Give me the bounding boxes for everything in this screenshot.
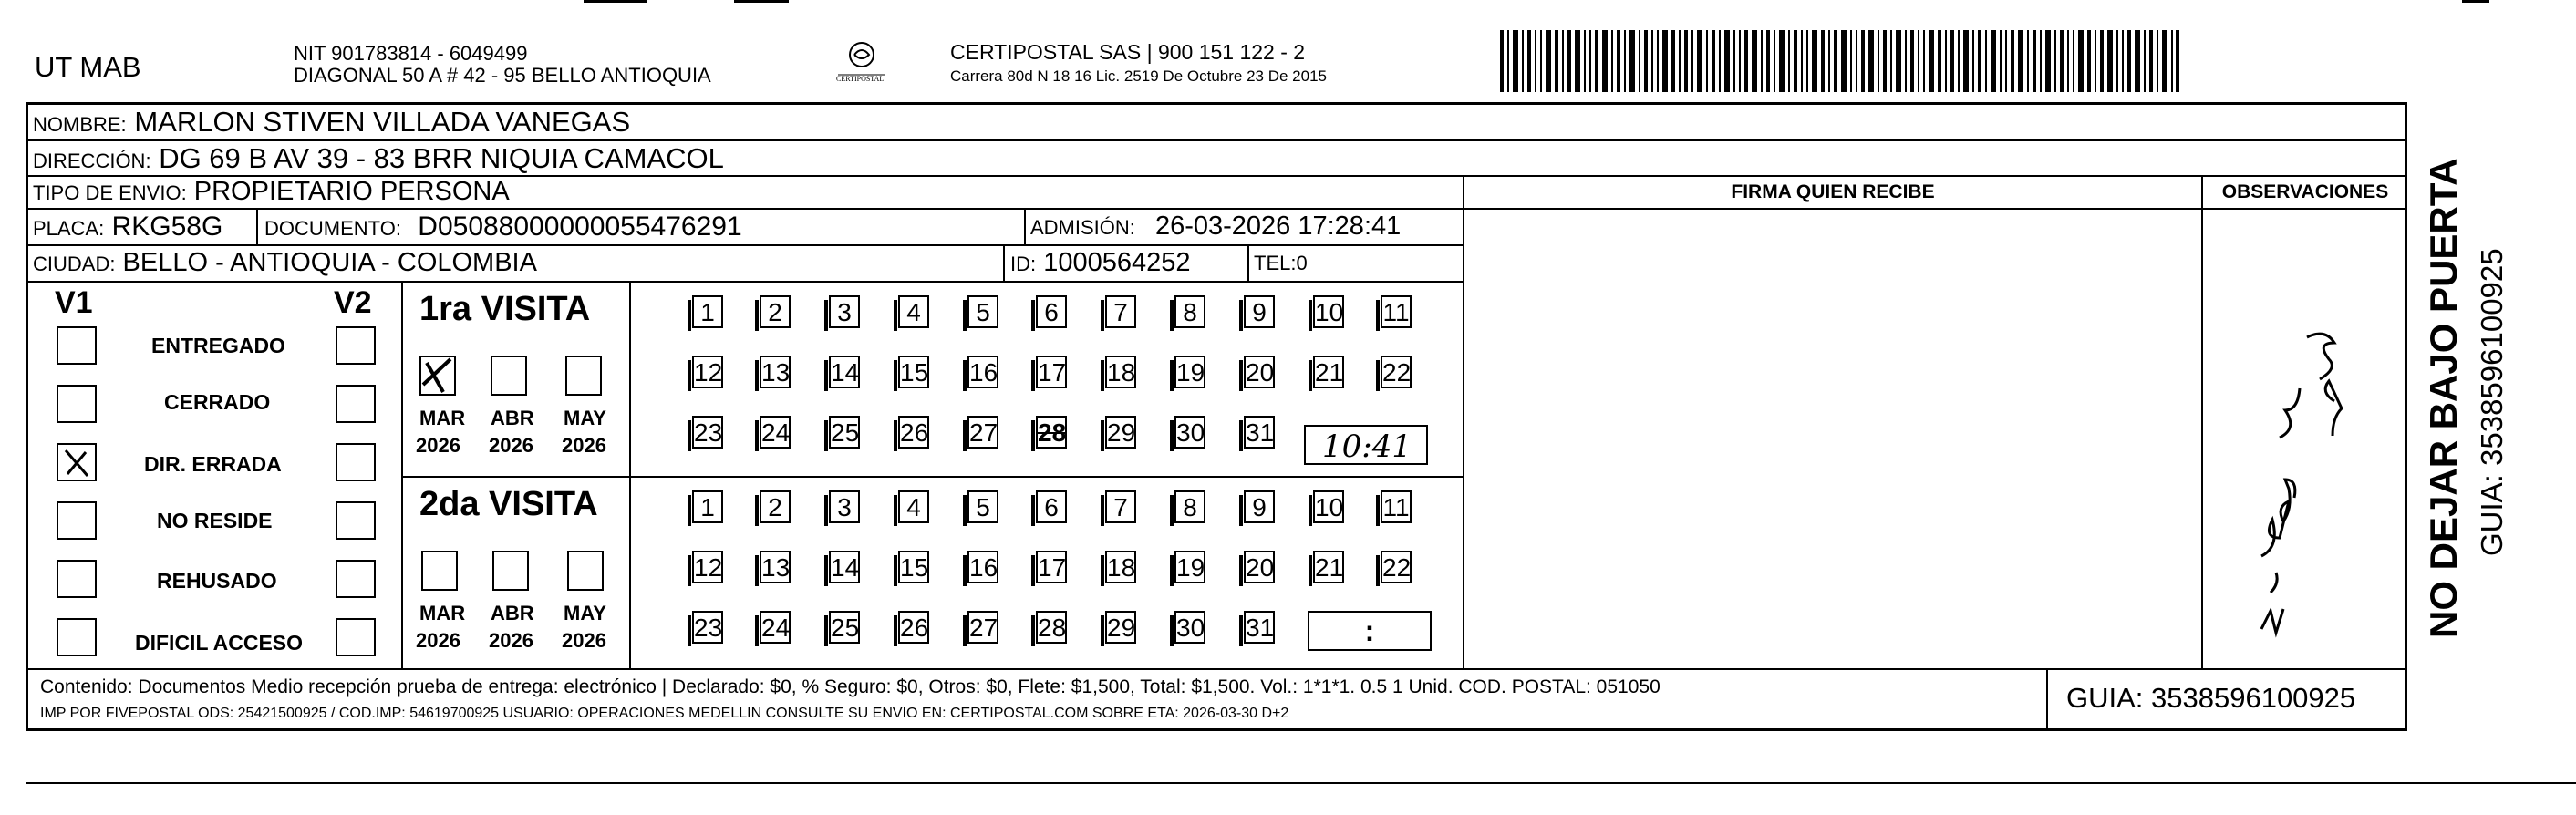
visit2-day-14[interactable]: 14: [829, 551, 860, 583]
visit1-month-may-box[interactable]: [565, 356, 602, 396]
side-guia: GUIA: 3538596100925: [2475, 248, 2509, 556]
visit2-day-19[interactable]: 19: [1174, 551, 1205, 583]
id-label: ID:: [1010, 253, 1037, 275]
visit1-day-29[interactable]: 29: [1105, 416, 1136, 449]
visit1-day-6[interactable]: 6: [1036, 295, 1067, 328]
visit1-day-28[interactable]: 28: [1036, 416, 1067, 449]
status-option-dir-errada: DIR. ERRADA: [144, 452, 282, 476]
v1-label: V1: [55, 285, 93, 320]
document-label: DOCUMENTO:: [264, 217, 401, 240]
visit2-year: 2026: [416, 629, 460, 652]
visit2-day-29[interactable]: 29: [1105, 611, 1136, 644]
visit1-day-27[interactable]: 27: [967, 416, 998, 449]
name-row: [33, 106, 630, 139]
top-edge-mark: [584, 0, 647, 3]
barcode: [1500, 30, 2179, 92]
visit1-day-9[interactable]: 9: [1244, 295, 1275, 328]
visit2-month-abr-box[interactable]: [492, 551, 529, 591]
v1-checkbox-dificil-acceso[interactable]: [57, 618, 97, 656]
company-address: DIAGONAL 50 A # 42 - 95 BELLO ANTIOQUIA: [294, 64, 711, 87]
visit1-day-16[interactable]: 16: [967, 356, 998, 388]
visit2-day-22[interactable]: 22: [1381, 551, 1412, 583]
visit1-month-mar-box[interactable]: [419, 356, 456, 396]
company-name: UT MAB: [35, 51, 141, 83]
visit2-day-18[interactable]: 18: [1105, 551, 1136, 583]
visit2-day-10[interactable]: 10: [1313, 490, 1344, 523]
visit1-time-box[interactable]: [1304, 425, 1428, 465]
admission-row: [1030, 211, 1401, 242]
tel-row: [1254, 252, 1308, 275]
visit2-day-11[interactable]: 11: [1381, 490, 1412, 523]
visit2-day-27[interactable]: 27: [967, 611, 998, 644]
visit1-month-mar: MAR: [419, 407, 466, 429]
visit2-day-25[interactable]: 25: [829, 611, 860, 644]
visit2-day-24[interactable]: 24: [760, 611, 791, 644]
status-option-entregado: ENTREGADO: [151, 334, 285, 357]
v1-checkbox-entregado[interactable]: [57, 326, 97, 365]
observation-handwritten: [2207, 301, 2389, 665]
visit2-month-may: MAY: [564, 602, 606, 624]
observaciones-label: OBSERVACIONES: [2221, 181, 2389, 202]
visit2-month-mar: MAR: [419, 602, 466, 624]
status-option-no-reside: NO RESIDE: [157, 509, 273, 532]
company-nit: NIT 901783814 - 6049499: [294, 42, 528, 65]
visit2-day-3[interactable]: 3: [829, 490, 860, 523]
top-edge-mark: [734, 0, 789, 3]
certipostal-name: CERTIPOSTAL SAS | 900 151 122 - 2: [950, 40, 1306, 64]
id-row: [1010, 248, 1190, 278]
visit2-day-13[interactable]: 13: [760, 551, 791, 583]
check-x-icon: [58, 445, 95, 480]
certipostal-license: Carrera 80d N 18 16 Lic. 2519 De Octubre 23 De 2015: [950, 67, 1327, 85]
visit1-day-5[interactable]: 5: [967, 295, 998, 328]
visit1-year: 2026: [489, 434, 533, 457]
visit1-day-10[interactable]: 10: [1313, 295, 1344, 328]
visit2-time-box[interactable]: [1308, 611, 1432, 651]
v2-checkbox-cerrado[interactable]: [336, 385, 376, 423]
visit2-month-abr: ABR: [491, 602, 534, 624]
recipient-address: DG 69 B AV 39 - 83 BRR NIQUIA CAMACOL: [159, 142, 724, 174]
city-value: BELLO - ANTIOQUIA - COLOMBIA: [122, 248, 537, 277]
visit2-year: 2026: [489, 629, 533, 652]
v1-checkbox-rehusado[interactable]: [57, 560, 97, 598]
visit1-day-4[interactable]: 4: [898, 295, 929, 328]
top-edge-mark: [2462, 0, 2489, 3]
logo-text: CERTIPOSTAL: [836, 75, 885, 83]
v2-checkbox-rehusado[interactable]: [336, 560, 376, 598]
visit1-day-24[interactable]: 24: [760, 416, 791, 449]
visit1-day-8[interactable]: 8: [1174, 295, 1205, 328]
v2-label: V2: [334, 285, 372, 320]
visit1-day-31[interactable]: 31: [1244, 416, 1275, 449]
visit1-day-15[interactable]: 15: [898, 356, 929, 388]
v2-checkbox-no-reside[interactable]: [336, 501, 376, 540]
v2-checkbox-dificil-acceso[interactable]: [336, 618, 376, 656]
check-x-icon: [421, 357, 454, 394]
visit1-title: 1ra VISITA: [419, 290, 591, 328]
visit1-year: 2026: [562, 434, 606, 457]
address-row: [33, 142, 724, 175]
type-label: TIPO DE ENVIO:: [33, 181, 187, 204]
visit2-day-2[interactable]: 2: [760, 490, 791, 523]
v1-checkbox-cerrado[interactable]: [57, 385, 97, 423]
recipient-name: MARLON STIVEN VILLADA VANEGAS: [134, 106, 631, 138]
v2-checkbox-entregado[interactable]: [336, 326, 376, 365]
visit1-day-11[interactable]: 11: [1381, 295, 1412, 328]
type-row: [33, 177, 510, 207]
visit1-day-25[interactable]: 25: [829, 416, 860, 449]
visit2-time: :: [1364, 614, 1375, 647]
visit2-day-1[interactable]: 1: [692, 490, 723, 523]
visit2-day-16[interactable]: 16: [967, 551, 998, 583]
name-label: NOMBRE:: [33, 113, 127, 136]
visit2-day-4[interactable]: 4: [898, 490, 929, 523]
visit1-day-21[interactable]: 21: [1313, 356, 1344, 388]
visit1-day-7[interactable]: 7: [1105, 295, 1136, 328]
visit1-day-2[interactable]: 2: [760, 295, 791, 328]
visit2-day-21[interactable]: 21: [1313, 551, 1344, 583]
visit1-day-26[interactable]: 26: [898, 416, 929, 449]
visit1-day-13[interactable]: 13: [760, 356, 791, 388]
visit1-day-3[interactable]: 3: [829, 295, 860, 328]
visit1-day-18[interactable]: 18: [1105, 356, 1136, 388]
visit1-day-19[interactable]: 19: [1174, 356, 1205, 388]
visit1-day-30[interactable]: 30: [1174, 416, 1205, 449]
visit2-year: 2026: [562, 629, 606, 652]
footer-print-info: IMP POR FIVEPOSTAL ODS: 25421500925 / COD.IMP: 54619700925 USUARIO: OPERACIONES MEDELLIN CONSULTE SU ENVIO EN: CERTIPOSTAL.COM SOBRE ETA: 2026-03-30 D+2: [40, 706, 1289, 721]
plate-label: PLACA:: [33, 217, 105, 240]
visit1-month-abr-box[interactable]: [491, 356, 527, 396]
visit2-day-23[interactable]: 23: [692, 611, 723, 644]
visit2-day-8[interactable]: 8: [1174, 490, 1205, 523]
shipment-type: PROPIETARIO PERSONA: [193, 177, 510, 206]
admission-label: ADMISIÓN:: [1030, 216, 1135, 239]
status-option-rehusado: REHUSADO: [157, 569, 277, 593]
v1-checkbox-dir-errada[interactable]: [57, 443, 97, 481]
v1-checkbox-no-reside[interactable]: [57, 501, 97, 540]
visit1-year: 2026: [416, 434, 460, 457]
visit1-day-23[interactable]: 23: [692, 416, 723, 449]
visit2-month-may-box[interactable]: [567, 551, 604, 591]
document-row: [264, 211, 742, 242]
visit1-month-may: MAY: [564, 407, 606, 429]
footer-guia: GUIA: 3538596100925: [2066, 682, 2356, 714]
no-dejar-bajo-puerta: NO DEJAR BAJO PUERTA: [2422, 158, 2465, 638]
plate-value: RKG58G: [111, 211, 223, 242]
visit1-time: 10:41: [1322, 428, 1412, 465]
visit1-day-22[interactable]: 22: [1381, 356, 1412, 388]
visit2-day-17[interactable]: 17: [1036, 551, 1067, 583]
status-option-dificil-acceso: DIFICIL ACCESO: [135, 631, 304, 655]
firma-label: FIRMA QUIEN RECIBE: [1731, 181, 1935, 202]
id-value: 1000564252: [1043, 248, 1191, 277]
visit2-day-28[interactable]: 28: [1036, 611, 1067, 644]
tel-value: 0: [1296, 252, 1308, 274]
footer-contents: Contenido: Documentos Medio recepción prueba de entrega: electrónico | Declarado: $0, % Seguro: $0, Otros: $0, Flete: $1,500, Total: $1,500. Vol.: 1*1*1. 0.5 1 Unid. COD. POSTAL: 051050: [40, 676, 1660, 697]
visit1-day-12[interactable]: 12: [692, 356, 723, 388]
status-option-cerrado: CERRADO: [164, 390, 271, 414]
visit2-day-26[interactable]: 26: [898, 611, 929, 644]
bottom-rule: [26, 782, 2576, 784]
document-value: D05088000000055476291: [418, 211, 742, 242]
visit2-day-6[interactable]: 6: [1036, 490, 1067, 523]
visit1-day-1[interactable]: 1: [692, 295, 723, 328]
visit2-day-5[interactable]: 5: [967, 490, 998, 523]
certipostal-logo: [834, 38, 889, 93]
visit2-month-mar-box[interactable]: [421, 551, 458, 591]
visit2-day-30[interactable]: 30: [1174, 611, 1205, 644]
visit2-day-31[interactable]: 31: [1244, 611, 1275, 644]
visit1-day-17[interactable]: 17: [1036, 356, 1067, 388]
city-row: [33, 248, 537, 278]
visit2-day-9[interactable]: 9: [1244, 490, 1275, 523]
visit1-month-abr: ABR: [491, 407, 534, 429]
visit2-day-15[interactable]: 15: [898, 551, 929, 583]
v2-checkbox-dir-errada[interactable]: [336, 443, 376, 481]
visit2-day-20[interactable]: 20: [1244, 551, 1275, 583]
visit2-day-7[interactable]: 7: [1105, 490, 1136, 523]
city-label: CIUDAD:: [33, 253, 116, 275]
plate-row: [33, 211, 222, 242]
address-label: DIRECCIÓN:: [33, 150, 151, 172]
visit1-day-20[interactable]: 20: [1244, 356, 1275, 388]
visit1-day-14[interactable]: 14: [829, 356, 860, 388]
admission-value: 26-03-2026 17:28:41: [1154, 211, 1402, 241]
tel-label: TEL:: [1254, 252, 1297, 274]
visit2-day-12[interactable]: 12: [692, 551, 723, 583]
visit2-title: 2da VISITA: [419, 485, 598, 523]
